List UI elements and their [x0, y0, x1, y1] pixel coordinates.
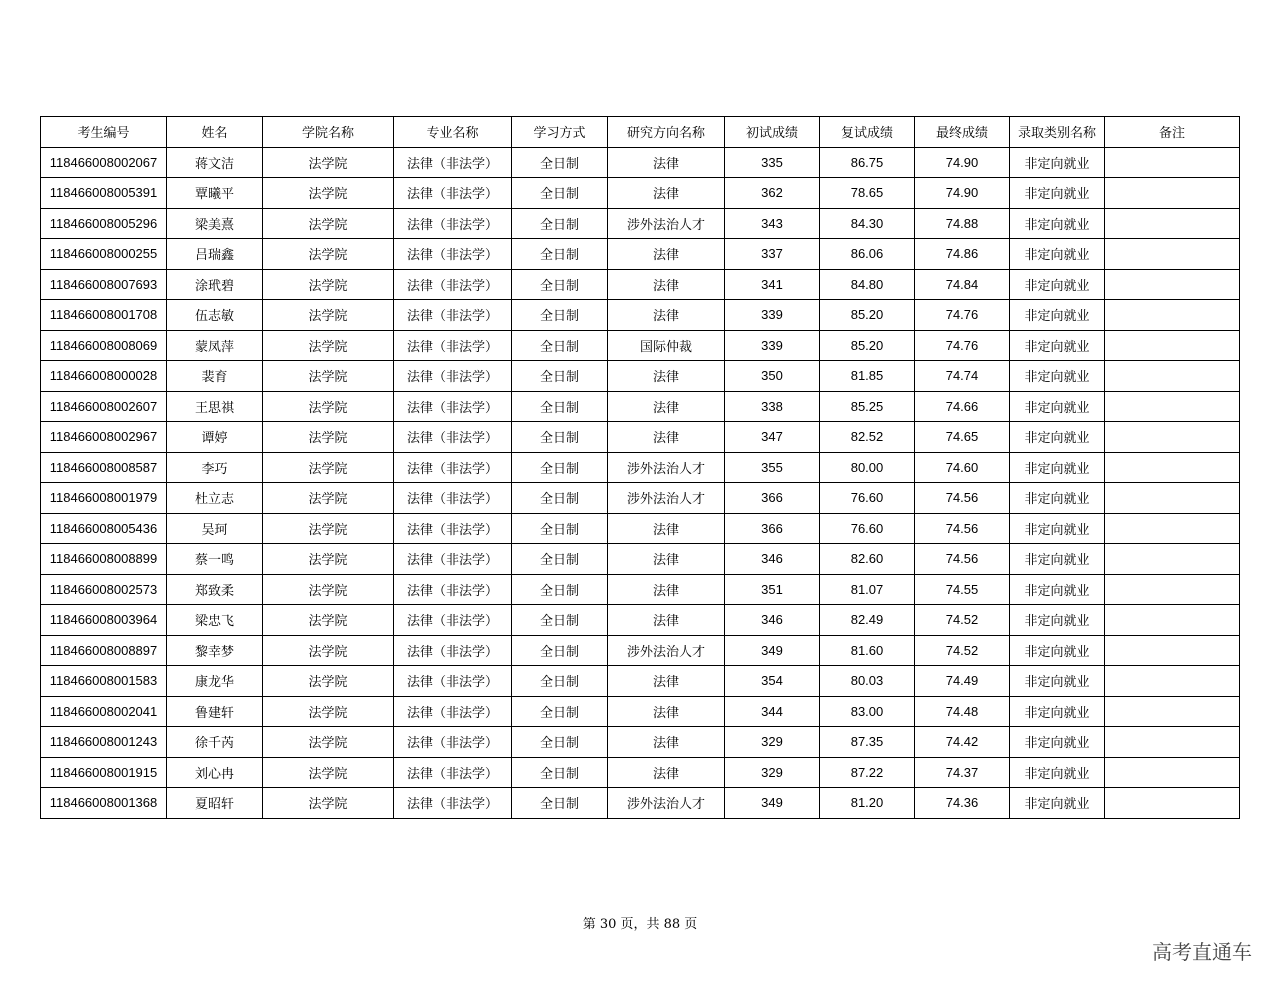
cell-name: 王思祺: [167, 391, 263, 422]
header-final-score: 最终成绩: [915, 117, 1010, 148]
cell-admission-type: 非定向就业: [1010, 513, 1105, 544]
cell-admission-type: 非定向就业: [1010, 422, 1105, 453]
cell-exam-id: 118466008008587: [41, 452, 167, 483]
cell-exam-id: 118466008003964: [41, 605, 167, 636]
cell-exam-id: 118466008001708: [41, 300, 167, 331]
cell-remarks: [1105, 483, 1240, 514]
cell-remarks: [1105, 666, 1240, 697]
cell-name: 李巧: [167, 452, 263, 483]
cell-study-mode: 全日制: [512, 757, 608, 788]
cell-admission-type: 非定向就业: [1010, 361, 1105, 392]
cell-retest-score: 76.60: [820, 483, 915, 514]
header-college: 学院名称: [263, 117, 394, 148]
cell-major: 法律（非法学）: [394, 605, 512, 636]
header-admission-type: 录取类别名称: [1010, 117, 1105, 148]
cell-major: 法律（非法学）: [394, 513, 512, 544]
cell-college: 法学院: [263, 696, 394, 727]
table-row: [41, 605, 1240, 636]
table-row: [41, 757, 1240, 788]
cell-college: 法学院: [263, 605, 394, 636]
cell-exam-id: 118466008001915: [41, 757, 167, 788]
cell-admission-type: 非定向就业: [1010, 239, 1105, 270]
cell-initial-score: 347: [725, 422, 820, 453]
cell-exam-id: 118466008005296: [41, 208, 167, 239]
cell-research-direction: 涉外法治人才: [608, 452, 725, 483]
cell-name: 裴育: [167, 361, 263, 392]
cell-study-mode: 全日制: [512, 269, 608, 300]
cell-college: 法学院: [263, 330, 394, 361]
cell-exam-id: 118466008005391: [41, 178, 167, 209]
cell-initial-score: 354: [725, 666, 820, 697]
table-row: [41, 483, 1240, 514]
cell-admission-type: 非定向就业: [1010, 788, 1105, 819]
cell-name: 黎幸梦: [167, 635, 263, 666]
cell-research-direction: 涉外法治人才: [608, 788, 725, 819]
cell-remarks: [1105, 239, 1240, 270]
cell-final-score: 74.66: [915, 391, 1010, 422]
cell-name: 吕瑞鑫: [167, 239, 263, 270]
cell-major: 法律（非法学）: [394, 544, 512, 575]
cell-college: 法学院: [263, 147, 394, 178]
cell-final-score: 74.49: [915, 666, 1010, 697]
cell-exam-id: 118466008001368: [41, 788, 167, 819]
table-row: [41, 513, 1240, 544]
cell-study-mode: 全日制: [512, 391, 608, 422]
cell-admission-type: 非定向就业: [1010, 483, 1105, 514]
header-remarks: 备注: [1105, 117, 1240, 148]
cell-remarks: [1105, 330, 1240, 361]
cell-retest-score: 86.75: [820, 147, 915, 178]
cell-research-direction: 法律: [608, 178, 725, 209]
cell-major: 法律（非法学）: [394, 422, 512, 453]
cell-admission-type: 非定向就业: [1010, 452, 1105, 483]
cell-retest-score: 81.85: [820, 361, 915, 392]
cell-retest-score: 81.07: [820, 574, 915, 605]
cell-study-mode: 全日制: [512, 208, 608, 239]
cell-research-direction: 法律: [608, 147, 725, 178]
cell-research-direction: 法律: [608, 666, 725, 697]
table-row: [41, 727, 1240, 758]
cell-initial-score: 362: [725, 178, 820, 209]
cell-final-score: 74.88: [915, 208, 1010, 239]
cell-research-direction: 法律: [608, 544, 725, 575]
cell-remarks: [1105, 757, 1240, 788]
cell-remarks: [1105, 513, 1240, 544]
cell-initial-score: 329: [725, 727, 820, 758]
cell-exam-id: 118466008002041: [41, 696, 167, 727]
cell-retest-score: 82.52: [820, 422, 915, 453]
cell-college: 法学院: [263, 361, 394, 392]
cell-remarks: [1105, 788, 1240, 819]
cell-retest-score: 84.80: [820, 269, 915, 300]
cell-exam-id: 118466008002607: [41, 391, 167, 422]
cell-initial-score: 339: [725, 330, 820, 361]
cell-remarks: [1105, 361, 1240, 392]
cell-study-mode: 全日制: [512, 452, 608, 483]
cell-research-direction: 涉外法治人才: [608, 635, 725, 666]
cell-final-score: 74.74: [915, 361, 1010, 392]
cell-final-score: 74.90: [915, 147, 1010, 178]
cell-name: 伍志敏: [167, 300, 263, 331]
cell-final-score: 74.48: [915, 696, 1010, 727]
cell-initial-score: 338: [725, 391, 820, 422]
cell-exam-id: 118466008001243: [41, 727, 167, 758]
cell-initial-score: 337: [725, 239, 820, 270]
cell-final-score: 74.56: [915, 483, 1010, 514]
cell-college: 法学院: [263, 391, 394, 422]
admission-table: [40, 116, 1240, 819]
cell-name: 鲁建轩: [167, 696, 263, 727]
cell-research-direction: 法律: [608, 513, 725, 544]
cell-exam-id: 118466008000028: [41, 361, 167, 392]
cell-major: 法律（非法学）: [394, 239, 512, 270]
cell-admission-type: 非定向就业: [1010, 208, 1105, 239]
table-row: [41, 330, 1240, 361]
cell-admission-type: 非定向就业: [1010, 574, 1105, 605]
cell-college: 法学院: [263, 544, 394, 575]
cell-remarks: [1105, 727, 1240, 758]
cell-major: 法律（非法学）: [394, 178, 512, 209]
cell-research-direction: 涉外法治人才: [608, 483, 725, 514]
cell-remarks: [1105, 422, 1240, 453]
cell-college: 法学院: [263, 635, 394, 666]
cell-major: 法律（非法学）: [394, 452, 512, 483]
cell-initial-score: 355: [725, 452, 820, 483]
cell-name: 梁美熹: [167, 208, 263, 239]
cell-major: 法律（非法学）: [394, 696, 512, 727]
cell-exam-id: 118466008002967: [41, 422, 167, 453]
cell-final-score: 74.86: [915, 239, 1010, 270]
cell-admission-type: 非定向就业: [1010, 544, 1105, 575]
cell-major: 法律（非法学）: [394, 147, 512, 178]
table-row: [41, 574, 1240, 605]
table-row: [41, 269, 1240, 300]
cell-research-direction: 法律: [608, 361, 725, 392]
cell-exam-id: 118466008000255: [41, 239, 167, 270]
cell-exam-id: 118466008007693: [41, 269, 167, 300]
cell-study-mode: 全日制: [512, 483, 608, 514]
cell-college: 法学院: [263, 208, 394, 239]
page-number: 第 30 页，共 88 页: [582, 917, 698, 932]
cell-major: 法律（非法学）: [394, 208, 512, 239]
cell-retest-score: 80.00: [820, 452, 915, 483]
header-retest-score: 复试成绩: [820, 117, 915, 148]
table-row: [41, 422, 1240, 453]
cell-research-direction: 法律: [608, 757, 725, 788]
cell-major: 法律（非法学）: [394, 635, 512, 666]
cell-final-score: 74.76: [915, 300, 1010, 331]
cell-name: 涂玳碧: [167, 269, 263, 300]
cell-remarks: [1105, 391, 1240, 422]
cell-major: 法律（非法学）: [394, 391, 512, 422]
table-row: [41, 208, 1240, 239]
cell-final-score: 74.52: [915, 605, 1010, 636]
cell-study-mode: 全日制: [512, 666, 608, 697]
cell-retest-score: 85.20: [820, 330, 915, 361]
cell-college: 法学院: [263, 727, 394, 758]
cell-study-mode: 全日制: [512, 361, 608, 392]
cell-initial-score: 366: [725, 483, 820, 514]
cell-remarks: [1105, 178, 1240, 209]
cell-final-score: 74.84: [915, 269, 1010, 300]
cell-exam-id: 118466008005436: [41, 513, 167, 544]
cell-admission-type: 非定向就业: [1010, 178, 1105, 209]
cell-college: 法学院: [263, 178, 394, 209]
cell-initial-score: 349: [725, 635, 820, 666]
cell-retest-score: 85.25: [820, 391, 915, 422]
cell-initial-score: 343: [725, 208, 820, 239]
cell-major: 法律（非法学）: [394, 300, 512, 331]
header-initial-score: 初试成绩: [725, 117, 820, 148]
table-row: [41, 635, 1240, 666]
cell-retest-score: 85.20: [820, 300, 915, 331]
cell-college: 法学院: [263, 574, 394, 605]
cell-admission-type: 非定向就业: [1010, 605, 1105, 636]
cell-retest-score: 87.22: [820, 757, 915, 788]
cell-initial-score: 335: [725, 147, 820, 178]
cell-admission-type: 非定向就业: [1010, 696, 1105, 727]
cell-retest-score: 81.60: [820, 635, 915, 666]
cell-exam-id: 118466008008069: [41, 330, 167, 361]
cell-study-mode: 全日制: [512, 300, 608, 331]
table-row: [41, 178, 1240, 209]
cell-name: 徐千芮: [167, 727, 263, 758]
cell-name: 吴珂: [167, 513, 263, 544]
cell-remarks: [1105, 269, 1240, 300]
cell-remarks: [1105, 544, 1240, 575]
cell-remarks: [1105, 208, 1240, 239]
cell-research-direction: 法律: [608, 422, 725, 453]
cell-name: 郑致柔: [167, 574, 263, 605]
cell-retest-score: 83.00: [820, 696, 915, 727]
cell-retest-score: 82.49: [820, 605, 915, 636]
cell-major: 法律（非法学）: [394, 269, 512, 300]
cell-admission-type: 非定向就业: [1010, 269, 1105, 300]
cell-admission-type: 非定向就业: [1010, 330, 1105, 361]
header-study-mode: 学习方式: [512, 117, 608, 148]
cell-exam-id: 118466008008897: [41, 635, 167, 666]
cell-college: 法学院: [263, 757, 394, 788]
cell-major: 法律（非法学）: [394, 574, 512, 605]
cell-remarks: [1105, 574, 1240, 605]
table-row: [41, 391, 1240, 422]
cell-college: 法学院: [263, 239, 394, 270]
cell-name: 蒋文洁: [167, 147, 263, 178]
cell-major: 法律（非法学）: [394, 788, 512, 819]
cell-remarks: [1105, 452, 1240, 483]
cell-study-mode: 全日制: [512, 330, 608, 361]
cell-study-mode: 全日制: [512, 544, 608, 575]
cell-final-score: 74.52: [915, 635, 1010, 666]
cell-name: 杜立志: [167, 483, 263, 514]
cell-name: 蔡一鸣: [167, 544, 263, 575]
cell-research-direction: 法律: [608, 574, 725, 605]
cell-admission-type: 非定向就业: [1010, 300, 1105, 331]
cell-college: 法学院: [263, 666, 394, 697]
cell-name: 刘心冉: [167, 757, 263, 788]
cell-initial-score: 346: [725, 605, 820, 636]
cell-college: 法学院: [263, 452, 394, 483]
cell-final-score: 74.36: [915, 788, 1010, 819]
cell-exam-id: 118466008001979: [41, 483, 167, 514]
table-row: [41, 544, 1240, 575]
cell-major: 法律（非法学）: [394, 757, 512, 788]
watermark-text: 高考直通车: [1152, 940, 1252, 964]
cell-name: 康龙华: [167, 666, 263, 697]
cell-initial-score: 366: [725, 513, 820, 544]
cell-college: 法学院: [263, 300, 394, 331]
header-exam-id: 考生编号: [41, 117, 167, 148]
cell-remarks: [1105, 147, 1240, 178]
cell-research-direction: 法律: [608, 391, 725, 422]
cell-research-direction: 法律: [608, 605, 725, 636]
cell-admission-type: 非定向就业: [1010, 727, 1105, 758]
cell-college: 法学院: [263, 422, 394, 453]
cell-initial-score: 346: [725, 544, 820, 575]
cell-study-mode: 全日制: [512, 788, 608, 819]
cell-remarks: [1105, 696, 1240, 727]
cell-retest-score: 76.60: [820, 513, 915, 544]
table-body: [41, 147, 1240, 818]
cell-final-score: 74.76: [915, 330, 1010, 361]
table-row: [41, 696, 1240, 727]
cell-research-direction: 法律: [608, 696, 725, 727]
header-research-direction: 研究方向名称: [608, 117, 725, 148]
cell-remarks: [1105, 635, 1240, 666]
cell-college: 法学院: [263, 513, 394, 544]
cell-college: 法学院: [263, 483, 394, 514]
cell-major: 法律（非法学）: [394, 666, 512, 697]
cell-study-mode: 全日制: [512, 635, 608, 666]
cell-admission-type: 非定向就业: [1010, 147, 1105, 178]
cell-study-mode: 全日制: [512, 513, 608, 544]
cell-retest-score: 86.06: [820, 239, 915, 270]
table-row: [41, 300, 1240, 331]
cell-retest-score: 84.30: [820, 208, 915, 239]
cell-remarks: [1105, 300, 1240, 331]
cell-exam-id: 118466008008899: [41, 544, 167, 575]
cell-admission-type: 非定向就业: [1010, 391, 1105, 422]
table-row: [41, 147, 1240, 178]
cell-research-direction: 国际仲裁: [608, 330, 725, 361]
cell-final-score: 74.55: [915, 574, 1010, 605]
cell-name: 谭婷: [167, 422, 263, 453]
cell-retest-score: 78.65: [820, 178, 915, 209]
cell-admission-type: 非定向就业: [1010, 757, 1105, 788]
cell-major: 法律（非法学）: [394, 727, 512, 758]
cell-initial-score: 351: [725, 574, 820, 605]
cell-final-score: 74.60: [915, 452, 1010, 483]
cell-study-mode: 全日制: [512, 574, 608, 605]
cell-research-direction: 法律: [608, 300, 725, 331]
cell-exam-id: 118466008002573: [41, 574, 167, 605]
header-major: 专业名称: [394, 117, 512, 148]
cell-retest-score: 87.35: [820, 727, 915, 758]
header-name: 姓名: [167, 117, 263, 148]
cell-admission-type: 非定向就业: [1010, 666, 1105, 697]
cell-retest-score: 82.60: [820, 544, 915, 575]
cell-study-mode: 全日制: [512, 178, 608, 209]
cell-initial-score: 344: [725, 696, 820, 727]
table-row: [41, 239, 1240, 270]
cell-study-mode: 全日制: [512, 605, 608, 636]
cell-major: 法律（非法学）: [394, 483, 512, 514]
cell-name: 梁忠飞: [167, 605, 263, 636]
cell-exam-id: 118466008002067: [41, 147, 167, 178]
cell-study-mode: 全日制: [512, 239, 608, 270]
cell-research-direction: 涉外法治人才: [608, 208, 725, 239]
cell-research-direction: 法律: [608, 269, 725, 300]
cell-initial-score: 350: [725, 361, 820, 392]
cell-retest-score: 81.20: [820, 788, 915, 819]
cell-remarks: [1105, 605, 1240, 636]
table-header: [41, 117, 1240, 148]
table-row: [41, 788, 1240, 819]
cell-final-score: 74.56: [915, 544, 1010, 575]
cell-name: 夏昭轩: [167, 788, 263, 819]
cell-major: 法律（非法学）: [394, 330, 512, 361]
cell-study-mode: 全日制: [512, 147, 608, 178]
cell-final-score: 74.65: [915, 422, 1010, 453]
header-row: [41, 117, 1240, 148]
table-row: [41, 361, 1240, 392]
cell-major: 法律（非法学）: [394, 361, 512, 392]
cell-study-mode: 全日制: [512, 696, 608, 727]
cell-retest-score: 80.03: [820, 666, 915, 697]
cell-initial-score: 329: [725, 757, 820, 788]
cell-final-score: 74.56: [915, 513, 1010, 544]
table-row: [41, 666, 1240, 697]
cell-college: 法学院: [263, 269, 394, 300]
table-row: [41, 452, 1240, 483]
cell-study-mode: 全日制: [512, 727, 608, 758]
cell-research-direction: 法律: [608, 727, 725, 758]
cell-initial-score: 339: [725, 300, 820, 331]
cell-initial-score: 341: [725, 269, 820, 300]
cell-study-mode: 全日制: [512, 422, 608, 453]
cell-admission-type: 非定向就业: [1010, 635, 1105, 666]
cell-name: 覃曦平: [167, 178, 263, 209]
cell-final-score: 74.90: [915, 178, 1010, 209]
cell-initial-score: 349: [725, 788, 820, 819]
cell-name: 蒙凤萍: [167, 330, 263, 361]
cell-final-score: 74.37: [915, 757, 1010, 788]
cell-college: 法学院: [263, 788, 394, 819]
cell-final-score: 74.42: [915, 727, 1010, 758]
cell-exam-id: 118466008001583: [41, 666, 167, 697]
cell-research-direction: 法律: [608, 239, 725, 270]
